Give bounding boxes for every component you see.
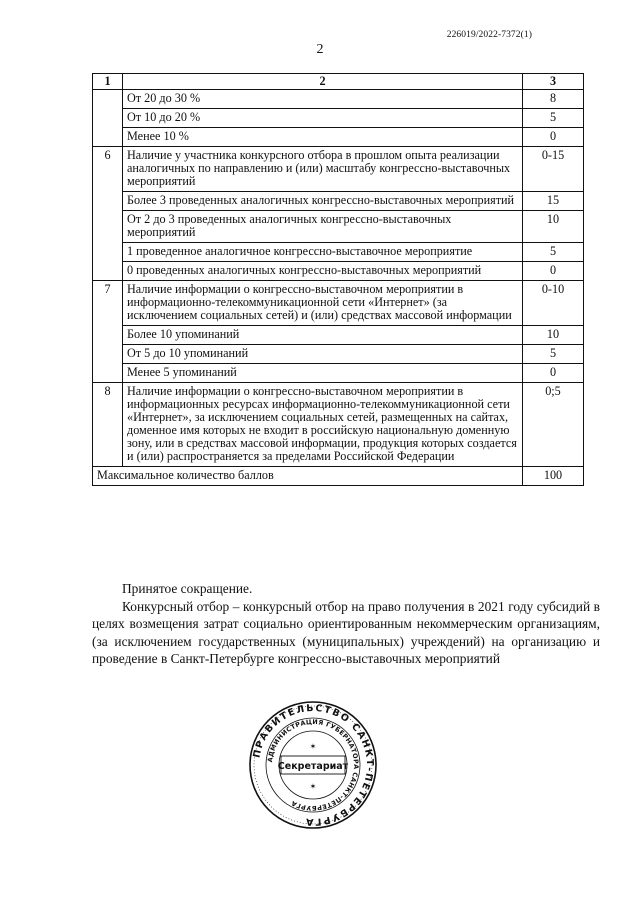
option-score: 8 (523, 90, 584, 109)
option-text: От 20 до 30 % (123, 90, 523, 109)
criterion-number: 7 (93, 281, 123, 383)
table-row (93, 243, 584, 262)
option-score: 5 (523, 243, 584, 262)
option-score: 5 (523, 109, 584, 128)
table-row (93, 128, 584, 147)
option-score: 10 (523, 326, 584, 345)
notes-section (92, 580, 600, 668)
option-score: 15 (523, 192, 584, 211)
seal-inner-text: АДМИНИСТРАЦИЯ ГУБЕРНАТОРА САНКТ-ПЕТЕРБУРГА (266, 717, 361, 813)
table-row (93, 364, 584, 383)
option-text: От 10 до 20 % (123, 109, 523, 128)
table-row (93, 345, 584, 364)
option-text: Более 3 проведенных аналогичных конгрессно-выставочных мероприятий (123, 192, 523, 211)
seal-center-text: Секретариат (277, 761, 349, 772)
option-text: 1 проведенное аналогичное конгрессно-выставочное мероприятие (123, 243, 523, 262)
table-row (93, 147, 584, 192)
table-row (93, 262, 584, 281)
table-row (93, 90, 584, 109)
option-text: От 2 до 3 проведенных аналогичных конгрессно-выставочных мероприятий (123, 211, 523, 243)
criterion-score-range: 0-10 (523, 281, 584, 326)
abbreviation-heading: Принятое сокращение. (122, 581, 253, 596)
option-score: 0 (523, 364, 584, 383)
abbreviation-definition: Конкурсный отбор – конкурсный отбор на право получения в 2021 году субсидий в целях возмещения затрат социально ориентированным некоммерческим организациям, (за исключением государственных (муниципальных) учреждений) на организацию и проведение в Санкт-Петербурге конгрессно-выставочных мероприятий (92, 598, 600, 666)
table-row (93, 211, 584, 243)
header-cell: 2 (123, 74, 523, 90)
criterion-number: 8 (93, 383, 123, 467)
official-seal (248, 700, 378, 830)
option-text: Более 10 упоминаний (123, 326, 523, 345)
criterion-score-range: 0-15 (523, 147, 584, 192)
criteria-table (92, 73, 584, 486)
option-score: 10 (523, 211, 584, 243)
header-cell: 1 (93, 74, 123, 90)
header-cell: 3 (523, 74, 584, 90)
option-text: Менее 5 упоминаний (123, 364, 523, 383)
total-row (93, 467, 584, 486)
criterion-text: Наличие информации о конгрессно-выставочном мероприятии в информационных ресурсах информационно-телекоммуникационной сети «Интернет», за исключением социальных сетей, размещенных на сайтах, доменное имя которых не входит в российскую национальную доменную зону, или в средствах массовой информации, продукция которых создается и (или) распространяется за пределами Российской Федерации (123, 383, 523, 467)
option-score: 0 (523, 128, 584, 147)
seal-outer-text: ПРАВИТЕЛЬСТВО САНКТ-ПЕТЕРБУРГА (251, 702, 376, 828)
criterion-number (93, 90, 123, 147)
total-label: Максимальное количество баллов (93, 467, 523, 486)
criterion-score-range: 0;5 (523, 383, 584, 467)
table-header-row (93, 74, 584, 90)
option-score: 5 (523, 345, 584, 364)
document-id: 226019/2022-7372(1) (446, 30, 532, 40)
seal-star-icon: ✶ (309, 782, 317, 791)
option-text: От 5 до 10 упоминаний (123, 345, 523, 364)
criterion-text: Наличие информации о конгрессно-выставочном мероприятии в информационно-телекоммуникационной сети «Интернет» (за исключением социальных сетей) и (или) средствах массовой информации (123, 281, 523, 326)
criterion-number: 6 (93, 147, 123, 281)
table-row (93, 281, 584, 326)
table-row (93, 192, 584, 211)
table-row (93, 109, 584, 128)
page-number: 2 (316, 42, 324, 57)
criterion-text: Наличие у участника конкурсного отбора в прошлом опыта реализации аналогичных по направлению и (или) масштабу конгрессно-выставочных мероприятий (123, 147, 523, 192)
seal-star-icon: ✶ (309, 742, 317, 751)
option-text: Менее 10 % (123, 128, 523, 147)
table-row (93, 383, 584, 467)
option-score: 0 (523, 262, 584, 281)
table-row (93, 326, 584, 345)
total-score: 100 (523, 467, 584, 486)
option-text: 0 проведенных аналогичных конгрессно-выставочных мероприятий (123, 262, 523, 281)
